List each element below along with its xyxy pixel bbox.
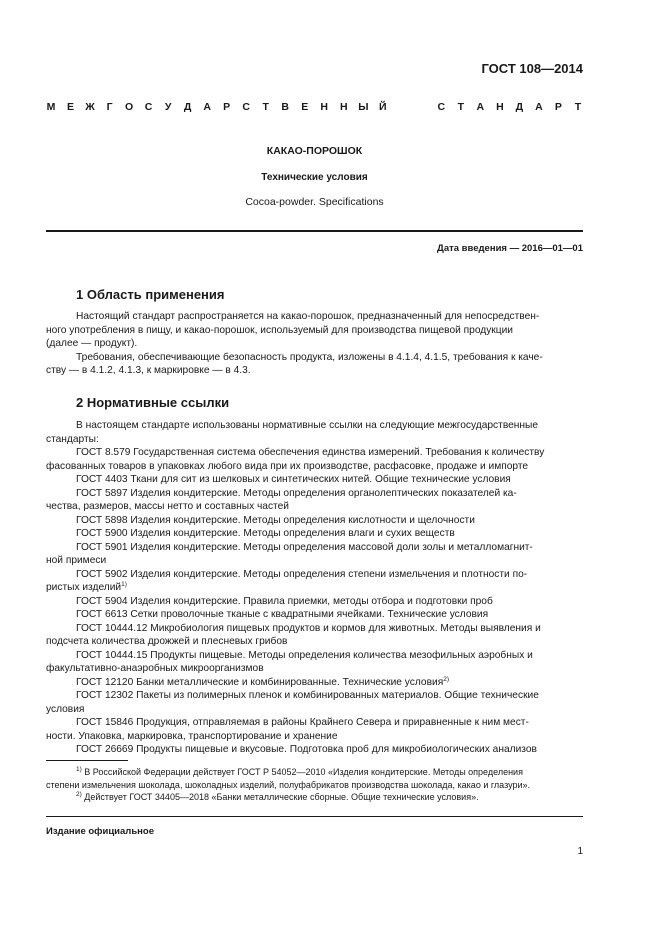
document-title: КАКАО-ПОРОШОК — [266, 145, 363, 157]
title-divider — [46, 230, 583, 232]
text-line: ГОСТ 26669 Продукты пищевые и вкусовые. Подготовка проб для микробиологических анализов — [76, 744, 537, 755]
banner-letter: В — [281, 101, 289, 113]
banner-letter — [417, 101, 427, 115]
banner-letter: Н — [496, 101, 504, 113]
footnote-mark: 1) — [76, 766, 82, 773]
text-line: факультативно-анаэробных микроорганизмов — [46, 663, 264, 674]
text-line: ГОСТ 10444.15 Продукты пищевые. Методы определения количества мезофильных аэробных и — [76, 649, 533, 661]
banner-letter: А — [203, 101, 211, 113]
banner-letter: У — [164, 101, 172, 113]
banner-letter: С — [242, 101, 250, 113]
text-line: фасованных товаров в упаковках любого вида при их производстве, расфасовке, продаже и импорте — [46, 460, 529, 472]
text-line: ГОСТ 15846 Продукция, отправляемая в районы Крайнего Севера и приравненные к ним мест- — [76, 717, 529, 728]
banner-letter: М — [46, 101, 56, 113]
text-line: ГОСТ 5902 Изделия кондитерские. Методы определения степени измельчения и плотности по- — [76, 568, 528, 580]
banner-letter: Й — [378, 101, 387, 113]
banner-letter: Е — [67, 101, 75, 113]
text-line: ГОСТ 12120 Банки металлические и комбинированные. Технические условия$^{2)}$ — [76, 675, 449, 688]
banner-letter: Т — [262, 101, 269, 113]
text-line: стандарты: — [46, 433, 99, 445]
page-number: 1 — [577, 846, 583, 857]
banner-letter: С — [437, 101, 446, 113]
footnotes — [46, 766, 583, 804]
text-line: ности. Упаковка, маркировка, транспортирование и хранение — [46, 730, 338, 742]
text-line: подсчета количества дрожжей и плесневых грибов — [46, 636, 288, 647]
text-line: ГОСТ 6613 Сетки проволочные тканые с квадратными ячейками. Технические условия — [76, 609, 489, 620]
text-line: ству — в 4.1.2, 4.1.3, к маркировке — в 4.3. — [46, 365, 251, 376]
banner-letter: Р — [223, 101, 231, 113]
section-scope-body — [46, 310, 583, 378]
banner-letter: Д — [515, 101, 524, 113]
text-line: ГОСТ 5898 Изделия кондитерские. Методы определения кислотности и щелочности — [76, 514, 475, 526]
text-line: ГОСТ 10444.12 Микробиология пищевых продуктов и кормов для животных. Методы выявления и — [76, 622, 541, 634]
footnote-mark: 2) — [76, 791, 82, 799]
edition-note: Издание официальное — [46, 826, 154, 837]
text-line: ГОСТ 8.579 Государственная система обеспечения единства измерений. Требования к количеству — [76, 447, 545, 458]
section-heading-scope: 1 Область применения — [76, 287, 225, 302]
banner-letter: Г — [106, 101, 113, 113]
banner-letter: А — [535, 101, 543, 113]
banner-letter: Ы — [358, 101, 369, 113]
footnote-line: $^{2)}$ Действует ГОСТ 34405—2018 «Банки металлические сборные. Общие технические условия». — [76, 791, 479, 803]
document-number: ГОСТ 108—2014 — [481, 61, 583, 76]
footnote-line: $^{1)}$ В Российской Федерации действует ГОСТ Р 54052—2010 «Изделия кондитерские. Методы определения — [76, 766, 523, 777]
footnote-line: степени измельчения шоколада, шоколадных изделий, полуфабрикатов производства шоколада, какао и глазури». — [46, 779, 531, 790]
banner-letter: А — [476, 101, 485, 113]
banner-letter: Н — [320, 101, 329, 113]
banner-letter: Д — [183, 101, 192, 113]
text-line: Настоящий стандарт распространяется на какао-порошок, предназначенный для непосредствен- — [76, 311, 540, 322]
text-line: условия — [46, 703, 85, 715]
footnote-divider — [46, 760, 128, 761]
footer-divider — [46, 816, 583, 817]
banner-letter — [397, 101, 407, 115]
text-line: ГОСТ 4403 Ткани для сит из шелковых и синтетических нитей. Общие технические условия — [76, 474, 511, 485]
text-line: ной примеси — [46, 555, 107, 566]
banner-letter: Н — [339, 101, 348, 113]
interstate-standard-banner — [46, 101, 583, 115]
footnote-reference: 2) — [443, 675, 449, 683]
text-line: В настоящем стандарте использованы нормативные ссылки на следующие межгосударственные — [76, 420, 539, 431]
text-line: ГОСТ 5900 Изделия кондитерские. Методы определения влаги и сухих веществ — [76, 528, 455, 539]
text-line: ГОСТ 5897 Изделия кондитерские. Методы определения органолептических показателей ка- — [76, 487, 517, 499]
text-line: (далее — продукт). — [46, 338, 138, 349]
banner-letter: Т — [457, 101, 465, 113]
text-line: ристых изделий$^{1)}$ — [46, 581, 127, 593]
banner-letter: Р — [554, 101, 562, 113]
banner-letter: Е — [301, 101, 309, 113]
banner-letter: Ж — [85, 101, 95, 113]
text-line: ГОСТ 12302 Пакеты из полимерных пленок и комбинированных материалов. Общие технические — [76, 690, 539, 701]
text-line: чества, размеров, массы нетто и составных частей — [46, 501, 289, 512]
document-english-title: Cocoa-powder. Specifications — [245, 196, 384, 208]
text-line: Требования, обеспечивающие безопасность продукта, изложены в 4.1.4, 4.1.5, требования к каче- — [76, 351, 543, 363]
banner-letter: Т — [574, 101, 582, 113]
section-heading-references: 2 Нормативные ссылки — [76, 395, 230, 410]
footnote-reference: 1) — [121, 581, 127, 588]
banner-letter: О — [124, 101, 134, 113]
document-subtitle: Технические условия — [261, 172, 368, 183]
effective-date: Дата введения — 2016—01—01 — [437, 243, 583, 254]
text-line: ГОСТ 5901 Изделия кондитерские. Методы определения массовой доли золы и металломагнит- — [76, 541, 533, 553]
banner-letter: С — [144, 101, 153, 113]
section-references-body — [46, 419, 583, 757]
text-line: ного употребления в пищу, и какао-порошок, используемый для производства пищевой продукции — [46, 324, 513, 336]
text-line: ГОСТ 5904 Изделия кондитерские. Правила приемки, методы отбора и подготовки проб — [76, 595, 493, 607]
